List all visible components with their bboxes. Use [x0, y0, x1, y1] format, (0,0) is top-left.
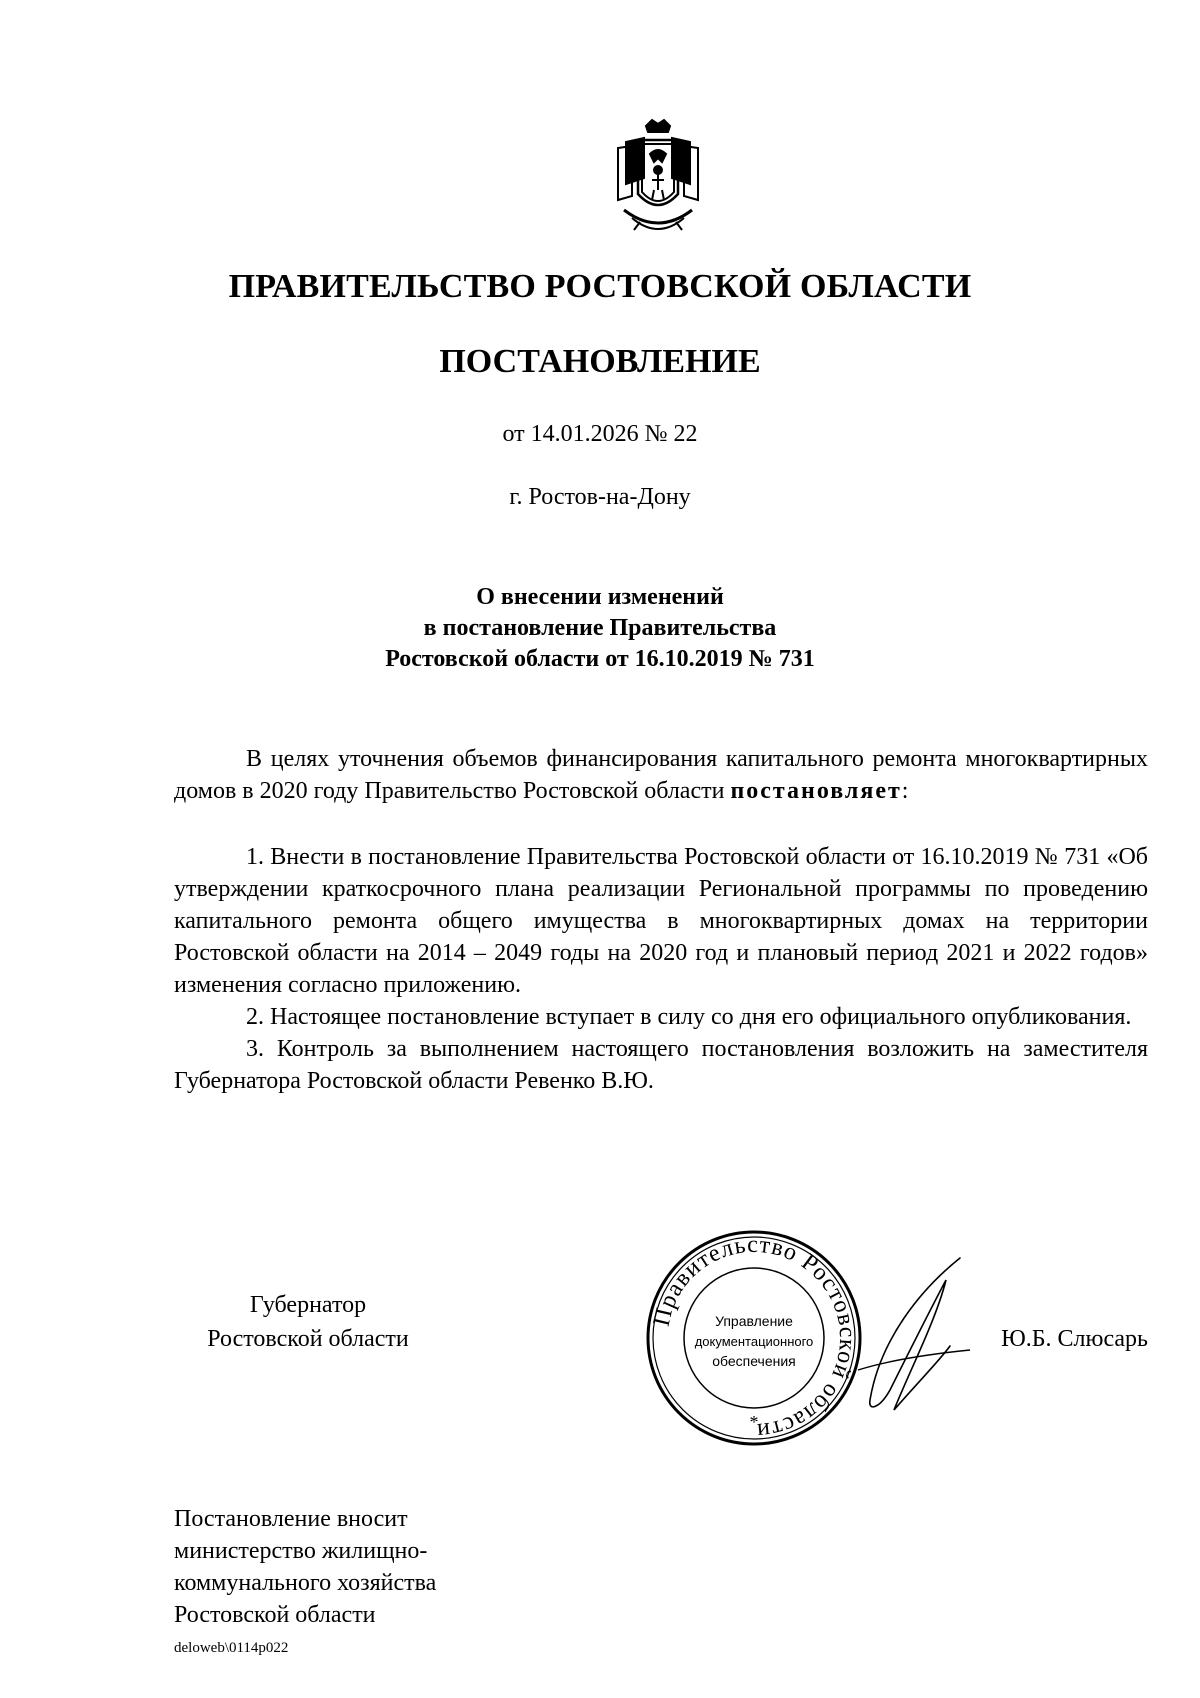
document-place: г. Ростов-на-Дону — [509, 484, 691, 510]
document-type: ПОСТАНОВЛЕНИЕ — [439, 343, 761, 380]
preamble-text: В целях уточнения объемов финансирования капитального ремонта многоквартирных домов в 2020 году Правительство Ростовской области — [174, 746, 1148, 804]
handwritten-signature — [850, 1250, 980, 1420]
signatory-position-line: Ростовской области — [207, 1326, 409, 1352]
seal-center-line: обеспечения — [712, 1353, 796, 1369]
seal-star: * — [749, 1412, 759, 1432]
seal-center-line: Управление — [715, 1313, 793, 1329]
official-seal-stamp — [644, 1228, 864, 1448]
title-line: О внесении изменений — [476, 584, 724, 610]
title-line: Ростовской области от 16.10.2019 № 731 — [385, 646, 815, 672]
coat-of-arms-icon — [604, 118, 712, 242]
introduced-by-line: министерство жилищно- — [174, 1538, 428, 1564]
clause-3: 3. Контроль за выполнением настоящего постановления возложить на заместителя Губернатора Ростовской области Ревенко В.Ю. — [174, 1036, 1148, 1094]
document-title — [0, 582, 1200, 675]
seal-ring-text: Правительство Ростовской области — [648, 1231, 861, 1445]
organization-name: ПРАВИТЕЛЬСТВО РОСТОВСКОЙ ОБЛАСТИ — [228, 268, 972, 305]
introduced-by-line: коммунального хозяйства — [174, 1570, 437, 1596]
document-body — [174, 743, 1148, 1097]
introduced-by-note — [174, 1503, 574, 1631]
clause-1: 1. Внести в постановление Правительства Ростовской области от 16.10.2019 № 731 «Об утверждении краткосрочного плана реализации Региональной программы по проведению капитального ремонта общего имущества в многоквартирных домах на территории Ростовской области на 2014 – 2049 годы на 2020 год и плановый период 2021 и 2022 годов» изменения согласно приложению. — [174, 844, 1148, 998]
title-line: в постановление Правительства — [423, 615, 777, 641]
preamble-keyword: постановляет — [730, 778, 902, 804]
seal-center-line: документационного — [694, 1334, 814, 1349]
document-date-number: от 14.01.2026 № 22 — [502, 421, 698, 447]
introduced-by-line: Постановление вносит — [174, 1506, 408, 1532]
signatory-position — [178, 1288, 438, 1356]
signatory-position-line: Губернатор — [249, 1292, 367, 1318]
document-code: deloweb\0114p022 — [174, 1640, 289, 1656]
introduced-by-line: Ростовской области — [174, 1602, 376, 1628]
clause-2: 2. Настоящее постановление вступает в силу со дня его официального опубликования. — [246, 1004, 1132, 1030]
preamble-suffix: : — [901, 778, 909, 804]
preamble-paragraph — [174, 743, 1148, 807]
signatory-name: Ю.Б. Слюсарь — [1001, 1326, 1148, 1352]
